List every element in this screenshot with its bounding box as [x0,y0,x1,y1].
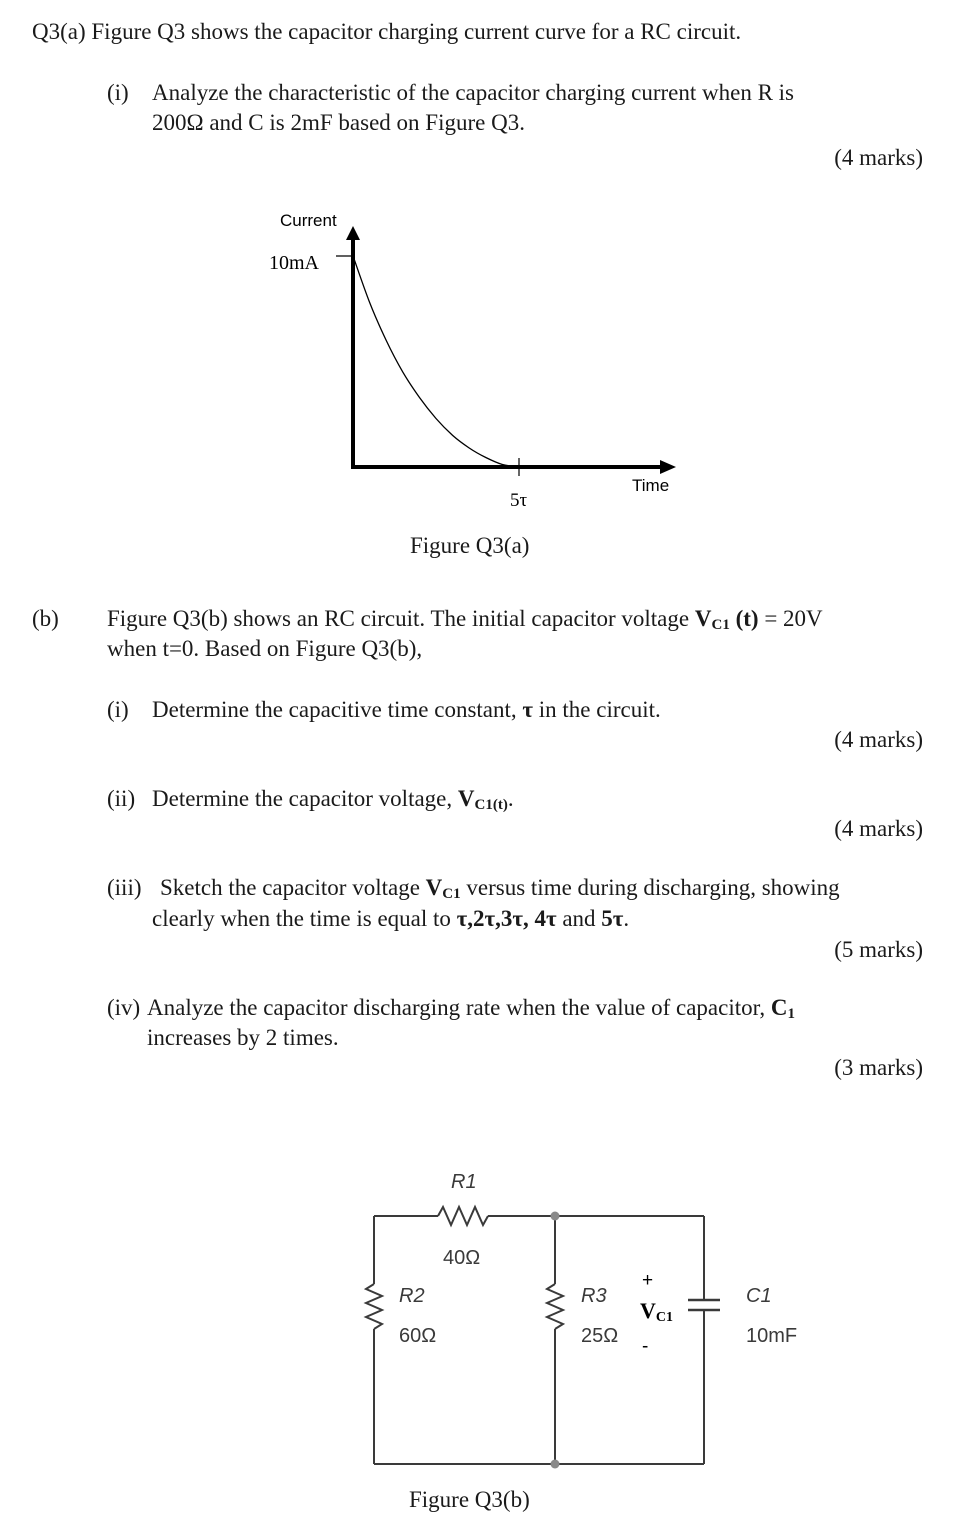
question-b-line1: Figure Q3(b) shows an RC circuit. The initial capacitor voltage $V_{C1}$ (t) = 20V [107,606,823,633]
junction-bottom [551,1460,560,1469]
r1-resistor [438,1207,488,1225]
figure-a-caption: Figure Q3(a) [410,533,530,558]
r2-name: R2 [399,1285,425,1307]
c1-value: 10mF [746,1325,798,1347]
r3-name: R3 [581,1285,607,1307]
question-b-ii-marks: (4 marks) [834,816,923,841]
r2-resistor [366,1284,382,1329]
question-b-label: (b) [32,606,59,631]
vc-plus: + [642,1270,654,1291]
vc-label: VC1 [640,1298,674,1325]
question-b-iii-marks: (5 marks) [834,937,923,962]
question-b-iii-line2: clearly when the time is equal to τ,2τ,3τ, 4τ and 5τ. [152,906,630,931]
x-axis-label: Time [632,476,670,495]
question-a-i-label: (i) [107,80,129,105]
question-b-i-marks: (4 marks) [834,727,923,752]
x-tick-label: 5τ [510,490,528,511]
y-tick-label: 10mA [269,252,319,274]
question-a-i-line2: 200Ω and C is 2mF based on Figure Q3. [152,110,525,135]
question-b-iii-line1: Sketch the capacitor voltage $V_{C1}$ versus time during discharging, showing [160,875,840,902]
r3-value: 25Ω [581,1325,619,1347]
question-b-iv-line2: increases by 2 times. [147,1025,339,1050]
question-b-i-text: Determine the capacitive time constant, τ in the circuit. [152,697,661,722]
y-axis-label: Current [280,211,337,230]
question-b-ii-label: (ii) [107,786,136,811]
question-b-iv-marks: (3 marks) [834,1055,923,1080]
question-b-ii-text: Determine the capacitor voltage, $V_{C1(t)}$. [152,786,514,813]
r3-resistor [547,1284,563,1329]
figure-b-caption: Figure Q3(b) [409,1487,530,1512]
r1-value: 40Ω [443,1247,481,1269]
question-a-i-marks: (4 marks) [834,145,923,170]
vc-minus: - [642,1336,649,1357]
question-b-iv-line1: Analyze the capacitor discharging rate when the value of capacitor, $C_1$ [147,995,795,1022]
question-b-line2: when t=0. Based on Figure Q3(b), [107,636,423,661]
question-b-iii-label: (iii) [107,875,142,900]
question-b-iv-label: (iv) [107,995,141,1020]
junction-top [551,1212,560,1221]
c1-name: C1 [746,1285,772,1307]
question-b-i-label: (i) [107,697,129,722]
r1-name: R1 [451,1171,477,1193]
question-a-intro: Q3(a) Figure Q3 shows the capacitor charging current curve for a RC circuit. [32,19,742,44]
question-a-i-line1: Analyze the characteristic of the capacitor charging current when R is [152,80,795,105]
r2-value: 60Ω [399,1325,437,1347]
